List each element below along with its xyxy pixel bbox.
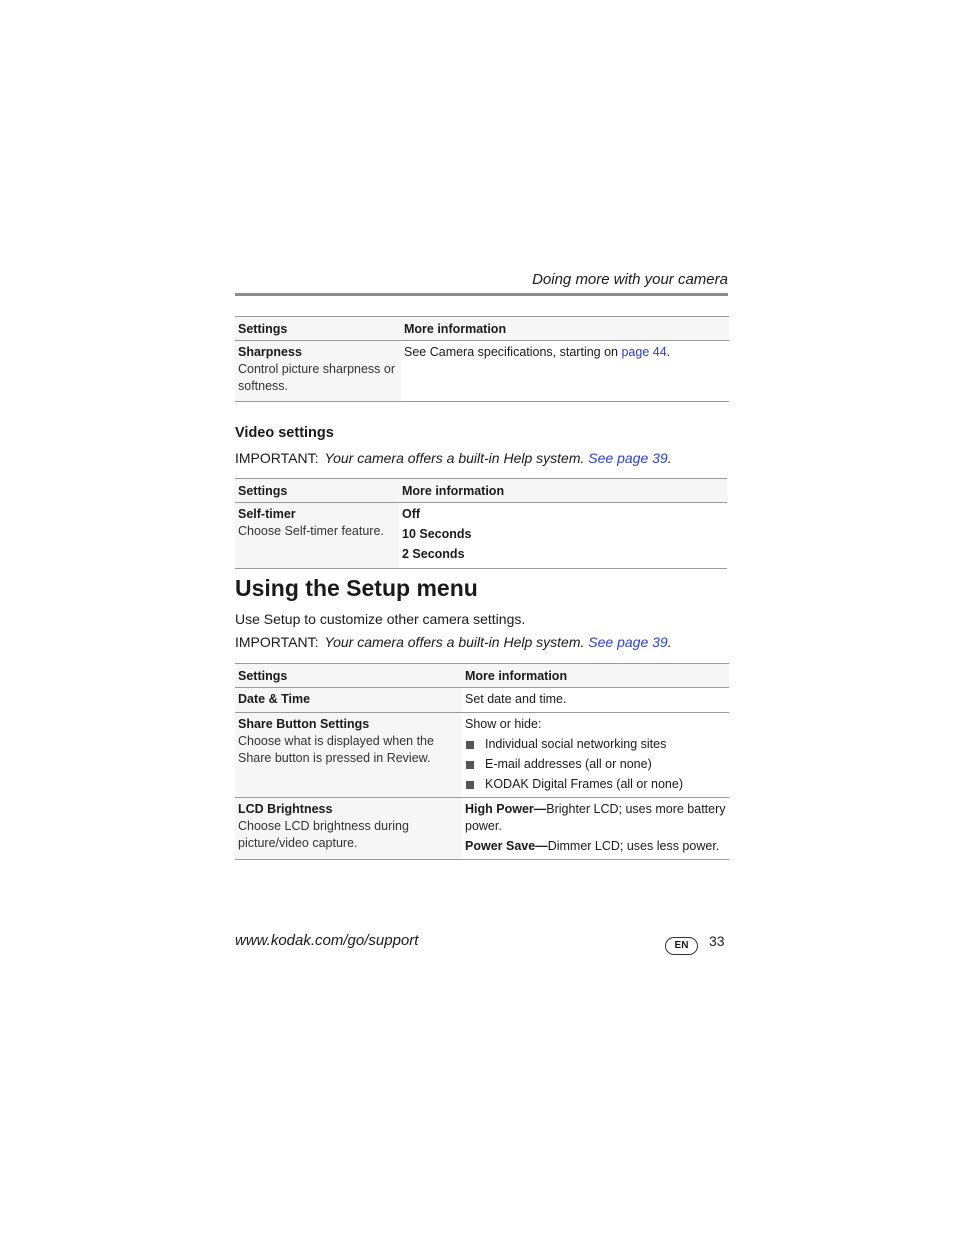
high-power-option: High Power—Brighter LCD; uses more battery power. <box>465 802 726 833</box>
see-page-39-link[interactable]: See page 39 <box>588 634 668 650</box>
info-text: See Camera specifications, starting on <box>404 345 622 359</box>
table-row <box>235 503 727 569</box>
video-settings-table <box>235 478 727 569</box>
setting-info: Set date and time. <box>465 692 567 706</box>
list-item: Individual social networking sites <box>465 736 726 753</box>
setting-desc: Choose LCD brightness during picture/video capture. <box>238 819 409 850</box>
table-row <box>235 798 729 860</box>
table-header-settings: Settings <box>235 479 399 503</box>
bullet-square-icon <box>466 761 474 769</box>
setting-name: Self-timer <box>238 507 296 521</box>
bullet-square-icon <box>466 781 474 789</box>
running-header: Doing more with your camera <box>532 271 728 288</box>
setup-intro: Use Setup to customize other camera settings. <box>235 611 526 627</box>
power-save-option: Power Save—Dimmer LCD; uses less power. <box>465 839 720 853</box>
language-badge: EN <box>665 937 698 955</box>
table-header-settings: Settings <box>235 317 401 341</box>
setting-name: Share Button Settings <box>238 717 370 731</box>
see-page-39-link[interactable]: See page 39 <box>588 450 668 466</box>
list-item: E-mail addresses (all or none) <box>465 756 726 773</box>
table-row <box>235 713 729 798</box>
important-note-setup: IMPORTANT: Your camera offers a built-in Help system. See page 39. <box>235 634 672 650</box>
important-note-video: IMPORTANT: Your camera offers a built-in Help system. See page 39. <box>235 450 672 466</box>
list-item: KODAK Digital Frames (all or none) <box>465 776 726 793</box>
setting-desc: Choose Self-timer feature. <box>238 524 384 538</box>
table-row <box>235 688 729 713</box>
setup-menu-heading: Using the Setup menu <box>235 575 478 601</box>
table-header-info: More information <box>399 479 727 503</box>
support-url: www.kodak.com/go/support <box>235 932 419 949</box>
table-row: Sharpness Control picture sharpness or softness. See Camera specifications, starting on page 44. <box>235 341 729 402</box>
page-number: 33 <box>709 933 725 949</box>
setting-name: Date & Time <box>238 692 311 706</box>
sharpness-table <box>235 316 729 402</box>
table-header-info: More information <box>401 317 729 341</box>
setting-name: LCD Brightness <box>238 802 333 816</box>
page-44-link[interactable]: page 44 <box>621 345 667 359</box>
video-settings-heading: Video settings <box>235 425 334 441</box>
option-10-seconds: 10 Seconds <box>402 527 472 541</box>
setting-desc: Choose what is displayed when the Share button is pressed in Review. <box>238 734 434 765</box>
setting-desc: Control picture sharpness or softness. <box>238 362 396 393</box>
option-2-seconds: 2 Seconds <box>402 547 465 561</box>
setup-table <box>235 663 729 860</box>
table-header-settings: Settings <box>235 664 462 688</box>
option-off: Off <box>402 507 421 521</box>
bullet-square-icon <box>466 741 474 749</box>
header-rule <box>235 293 728 296</box>
show-hide-intro: Show or hide: <box>465 717 542 731</box>
setting-name: Sharpness <box>238 345 302 359</box>
table-header-info: More information <box>462 664 729 688</box>
